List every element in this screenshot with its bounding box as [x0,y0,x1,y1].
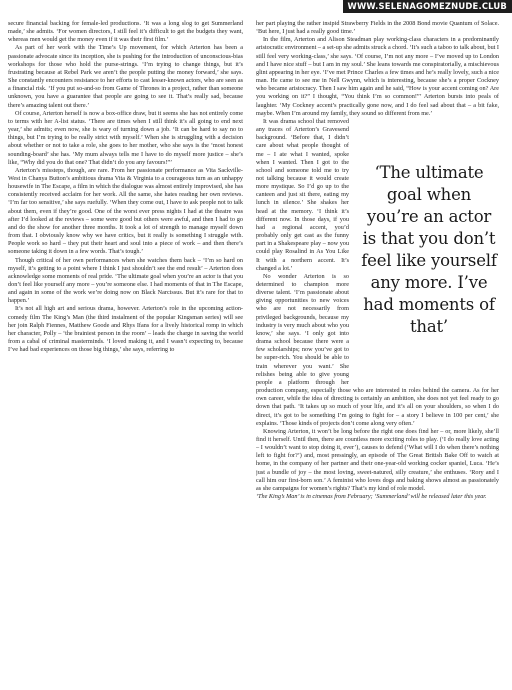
paragraph: Of course, Arterton herself is now a box-office draw, but it seems she has not entirely come to terms with her A-list status. ‘There are times when I still think it’s all going to end next year,’ she admits; even now, she is wary of turning down a job. ‘It can be hard to say no to things, but I’m trying to be really strict with myself.’ When she is struggling with a decision about whether or not to take a role, she goes to her mother, who she says is the ‘most honest sounding-board’ she has. ‘My mum always tells me I have to do myself more justice – she’s like, “Why did you do that one? That didn’t do you any favours!”’ [8,109,243,166]
paragraph: Though critical of her own performances when she watches them back – ‘I’m so hard on myself, it’s getting to a point where I think I just shouldn’t see the end result’ – Arterton does acknowledge some moments of real pride. ‘The ultimate goal when you’re an actor is that you don’t feel like yourself any more – you’re someone else. I had moments of that in The Escape, and again in some of the work we’re doing now on Black Narcissus. But it’s rare for that to happen.’ [8,256,243,305]
paragraph: As part of her work with the Time’s Up movement, for which Arterton has been a passionate advocate since its inception, she is pushing for the introduction of unconscious-bias workshops for those who hold the purse-strings. ‘I’m trying to change things, but it’s frustrating because at Rebel Park we aren’t the people putting the money forward,’ she says. She constantly encounters resistance to her efforts to cast lesser-known actors, who are seen as a financial risk. ‘If you put so-and-so from Game of Thrones in a project, rather than someone unknown, you have a guarantee that people are going to see it. That’s really sad, because there’s amazing talent out there.’ [8,44,243,109]
paragraph: No wonder Arterton is so determined to champion more diverse talent. ‘I’m passionate about giving opportunities to new voices who are not necessarily from privileged backgrounds, because my industry is very much about who you know,’ she says. ‘I only got into drama school because there were a few scholarships; now you’ve got to be super-rich. You should be able to train wherever you want.’ She relishes being able to give young people a platform through her production company, especially those who are interested in roles behind the camera. As for her own career, while the idea of directing is certainly an ambition, she does not yet feel ready to go down that path. ‘It takes up so much of your life, and it’s all on your shoulders, so when I do direct, it’s got to be something I’m going to fight for – a story I believe in 100 per cent,’ she explains. ‘Those kinds of projects don’t come along very often.’ [256,272,499,427]
paragraph: Knowing Arterton, it won’t be long before the right one does find her – or, more likely, she’ll find it herself. Until then, there are countless more exciting roles to play. (‘I do really love acting – I wouldn’t want to stop doing it, ever’), causes to defend (‘What will I do when there’s nothing left to fight for?’) and, most pressingly, an episode of The Great British Bake Off to watch at home, in the company of her partner and their one-year-old working cocker spaniel, Luca. ‘He’s just a bundle of joy – the most loving, sweet-natured, silly creature,’ she enthuses. ‘Rory and I call him our first-born son.’ A feminist who loves dogs and baking shows almost as passionately as she campaigns for women’s rights? That’s my kind of role model. [256,427,499,492]
article-column-right [256,20,499,680]
paragraph: It was drama school that removed any traces of Arterton’s Gravesend background. ‘Before that, I didn’t care about what people thought of me – I ate what I wanted, spoke when I wanted. Then I got to the school and someone told me to try not talking because it would create more mystique. So I’d go up to the canteen and just sit there, eating my lunch in silence.’ She shakes her head at the memory. ‘I think it’s different now. In those days, if you had a regional accent, you’d probably only get cast as the funny part in a Shakespeare play – now you could play Rosalind in As You Like It with a northern accent. It’s changed a lot.’ [256,117,349,272]
watermark: WWW.SELENAGOMEZNUDE.CLUB [343,0,512,13]
paragraph: It’s not all high art and serious drama, however. Arterton’s role in the upcoming action-comedy film The King’s Man (the third instalment of the popular Kingsman series) will see her join Ralph Fiennes, Matthew Goode and Rhys Ifans for a lively historical romp in which her character, Polly – ‘the brainiest person in the room’ – leads the charge in saving the world from a cabal of criminal masterminds. ‘I loved making it, and I wasn’t expecting to, because I’ve had bad experiences on those big things,’ she says, referring to [8,305,243,354]
pull-quote [359,120,499,380]
pull-quote-text: ‘The ultimate goal when you’re an actor is that you don’t feel like yourself any more. I’ve had moments of that’ [361,162,497,336]
paragraph: secure financial backing for female-led productions. ‘It was a long slog to get Summerland made,’ she admits. ‘For women directors, I still feel it’s difficult to get the budgets they want, whereas men would get the money even if it was their first film.’ [8,20,243,44]
paragraph: her part playing the rather insipid Strawberry Fields in the 2008 Bond movie Quantum of Solace. ‘But here, I just had a really good time.’ [256,20,499,36]
closing-note: ‘The King’s Man’ is in cinemas from February; ‘Summerland’ will be released later this year. [256,493,487,501]
paragraph: Arterton’s missteps, though, are rare. From her passionate performance as Vita Sackville-West in Chanya Button’s ambitious drama Vita & Virginia to a courageous turn as an unhappy housewife in The Escape, a film in which the dialogue was almost entirely improvised, she has consistently received acclaim for her work. All the same, she hates reading her own reviews. ‘I’m far too sensitive,’ she says ruefully. ‘When they come out, I have to ask people not to talk about them, even if they’re good. One of the worst ever press nights I had at the theatre was after I’d looked at the reviews – some were good but others were awful, and then I had to go and do the show for another three months. It took a lot of strength to manage myself down from that. I obviously know why we have critics, but it really is something I struggle with. People work so hard – they put their heart and soul into a piece of work – and then there’s someone taking it down in a few words. That’s tough.’ [8,166,243,256]
paragraph: In the film, Arterton and Alison Steadman play working-class characters in a predominantly aristocratic environment – a set-up she admits struck a chord. ‘It’s such a taboo to talk about, but I still feel very working-class,’ she says. ‘Of course, I’m not any more – I’ve moved up to London and I have nice stuff – but I am in my soul.’ She leans towards me conspiratorially, a mischievous glint appearing in her eye. ‘I’ve met Prince Charles a few times and he’s really lovely, such a nice man. He came to see me in Nell Gwynn, which is interesting, because she’s a proper Cockney who became aristocracy. Then I saw him again and he said, “How is your accent coming on? Are you working on it?” I thought, “You think I’m so common!”’ Arterton bursts into peals of laughter. ‘My Cockney accent’s practically gone now, and I do feel sad about that – a bit fake, maybe. When I’m around my family, they sound so different from me.’ [256,36,499,117]
article-column-left [8,20,243,680]
